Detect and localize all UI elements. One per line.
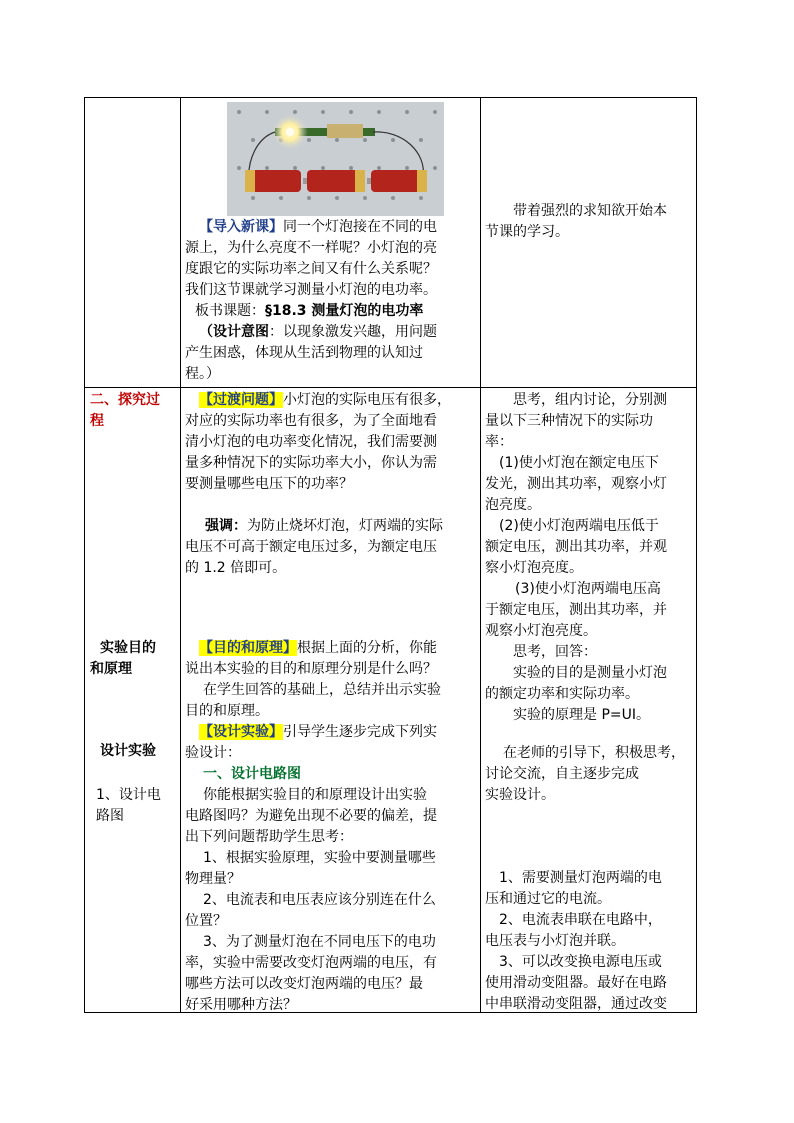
question-3-line: 率，实验中需要改变灯泡两端的电压，有 [185,955,437,971]
student-design-activity [485,743,695,806]
transition-tag: 【过渡问题】 [199,392,283,408]
emphasis-text: 为防止烧坏灯泡，灯两端的实际 [247,518,443,534]
student-answers [485,868,695,1015]
circuit-line: 你能根据实验目的和原理设计出实验 [203,787,427,803]
answer-3: 3、可以改变换电源电压或 [499,954,662,970]
intro-tag: 【导入新课】 [199,219,283,235]
case-2-line: 察小灯泡亮度。 [485,560,583,576]
transition-line: 清小灯泡的电功率变化情况，我们需要测 [185,434,437,450]
purpose-heading-line: 实验目的 [100,640,156,656]
teacher-activity [185,390,477,579]
lesson-plan-table [84,97,697,1013]
answer-1: 1、需要测量灯泡两端的电 [499,870,662,886]
purpose-line: 在学生回答的基础上，总结并出示实验 [203,682,441,698]
student-line: 率： [485,434,513,450]
goal-line: 实验的目的是测量小灯泡 [513,665,667,681]
transition-line: 要测量哪些电压下的功率？ [185,476,353,492]
purpose-heading [90,638,178,680]
section-title-line: 二、探究过 [90,392,160,408]
student-line: 思考，组内讨论，分别测 [513,392,667,408]
case-3: (3)使小灯泡两端电压高 [515,581,661,597]
question-2-line: 位置？ [185,913,227,929]
case-3-line: 观察小灯泡亮度。 [485,623,597,639]
answer-2-line: 电压表与小灯泡并联。 [485,933,625,949]
intro-text-line: 度跟它的实际功率之间又有什么关系呢？ [185,261,437,277]
purpose-tag: 【目的和原理】 [199,640,297,656]
question-1: 1、根据实验原理，实验中要测量哪些 [203,850,436,866]
case-2-line: 额定电压，测出其功率，并观 [485,539,667,555]
section-title-line: 程 [90,413,104,429]
purpose-section [185,638,477,1016]
question-3-line: 好采用哪种方法？ [185,997,297,1013]
student-activity-intro [485,201,695,243]
table-border-left [84,97,85,1013]
case-2: (2)使小灯泡两端电压低于 [499,518,659,534]
purpose-line: 说出本实验的目的和原理分别是什么吗？ [185,661,437,677]
answer-2: 2、电流表串联在电路中， [499,912,662,928]
transition-text: 小灯泡的实际电压有很多， [283,392,451,408]
purpose-text: 根据上面的分析，你能 [297,640,437,656]
design-text: 引导学生逐步完成下列实 [283,724,437,740]
circuit-line: 电路图吗？为避免出现不必要的偏差，提 [185,808,437,824]
transition-line: 对应的实际功率也有很多，为了全面地看 [185,413,437,429]
design-tag: 【设计实验】 [199,724,283,740]
design-heading: 设计实验 [100,743,156,759]
intro-text: 同一个灯泡接在不同的电 [283,219,437,235]
case-1-line: 泡亮度。 [485,497,541,513]
design-line: 验设计： [185,745,241,761]
lamp-battery-circuit-icon [227,102,444,216]
case-1: (1)使小灯泡在额定电压下 [499,455,659,471]
question-3: 3、为了测量灯泡在不同电压下的电功 [203,934,436,950]
column-divider-1 [180,97,181,1013]
purpose-line: 目的和原理。 [185,703,269,719]
question-2: 2、电流表和电压表应该分别连在什么 [203,892,436,908]
board-title: §18.3 测量灯泡的电功率 [265,303,424,319]
emphasis-line: 的 1.2 倍即可。 [185,560,287,576]
circuit-heading: 一、设计电路图 [203,766,301,782]
answer-1-line: 压和通过它的电流。 [485,891,611,907]
table-border-top [84,97,697,98]
student-text-line: 带着强烈的求知欲开始本 [513,203,667,219]
row-divider [84,387,697,388]
step-heading [96,785,180,827]
goal-line: 的额定功率和实际功率。 [485,686,639,702]
design-intent-text: ：以现象激发兴趣，用问题 [269,324,437,340]
lamp-battery-circuit-photo [227,102,444,216]
board-label: 板书课题： [195,303,265,319]
transition-line: 量多种情况下的实际功率大小，你认为需 [185,455,437,471]
step-heading-line: 1、设计电 [96,787,161,803]
guide-line: 讨论交流，自主逐步完成 [485,766,639,782]
intro-text-line: 我们这节课就学习测量小灯泡的电功率。 [185,282,437,298]
step-heading-line: 路图 [96,808,124,824]
case-3-line: 于额定电压，测出其功率，并 [485,602,667,618]
student-activity [485,390,695,726]
guide-line: 在老师的引导下，积极思考， [503,745,685,761]
column-divider-2 [480,97,481,1013]
intro-text-line: 源上，为什么亮度不一样呢？小灯泡的亮 [185,240,437,256]
emphasis-line: 电压不可高于额定电压过多，为额定电压 [185,539,437,555]
emphasis-label: 强调： [205,518,247,534]
design-intent-line: 程。） [185,366,220,382]
section-title [90,390,178,432]
purpose-heading-line: 和原理 [90,661,132,677]
student-line: 量以下三种情况下的实际功 [485,413,653,429]
case-1-line: 发光，测出其功率，观察小灯 [485,476,667,492]
answer-label: 思考，回答： [513,644,597,660]
design-intent-label: （设计意图 [199,324,269,340]
intro-section [185,217,477,385]
answer-3-line: 中串联滑动变阻器，通过改变 [485,996,667,1012]
answer-3-line: 使用滑动变阻器。最好在电路 [485,975,667,991]
question-1-line: 物理量？ [185,871,241,887]
guide-line: 实验设计。 [485,787,555,803]
question-3-line: 哪些方法可以改变灯泡两端的电压？最 [185,976,423,992]
design-intent-line: 产生困惑，体现从生活到物理的认知过 [185,345,423,361]
table-border-right [696,97,697,1013]
student-text-line: 节课的学习。 [485,224,569,240]
circuit-line: 出下列问题帮助学生思考： [185,829,353,845]
principle-line: 实验的原理是 P=UI。 [513,707,650,723]
